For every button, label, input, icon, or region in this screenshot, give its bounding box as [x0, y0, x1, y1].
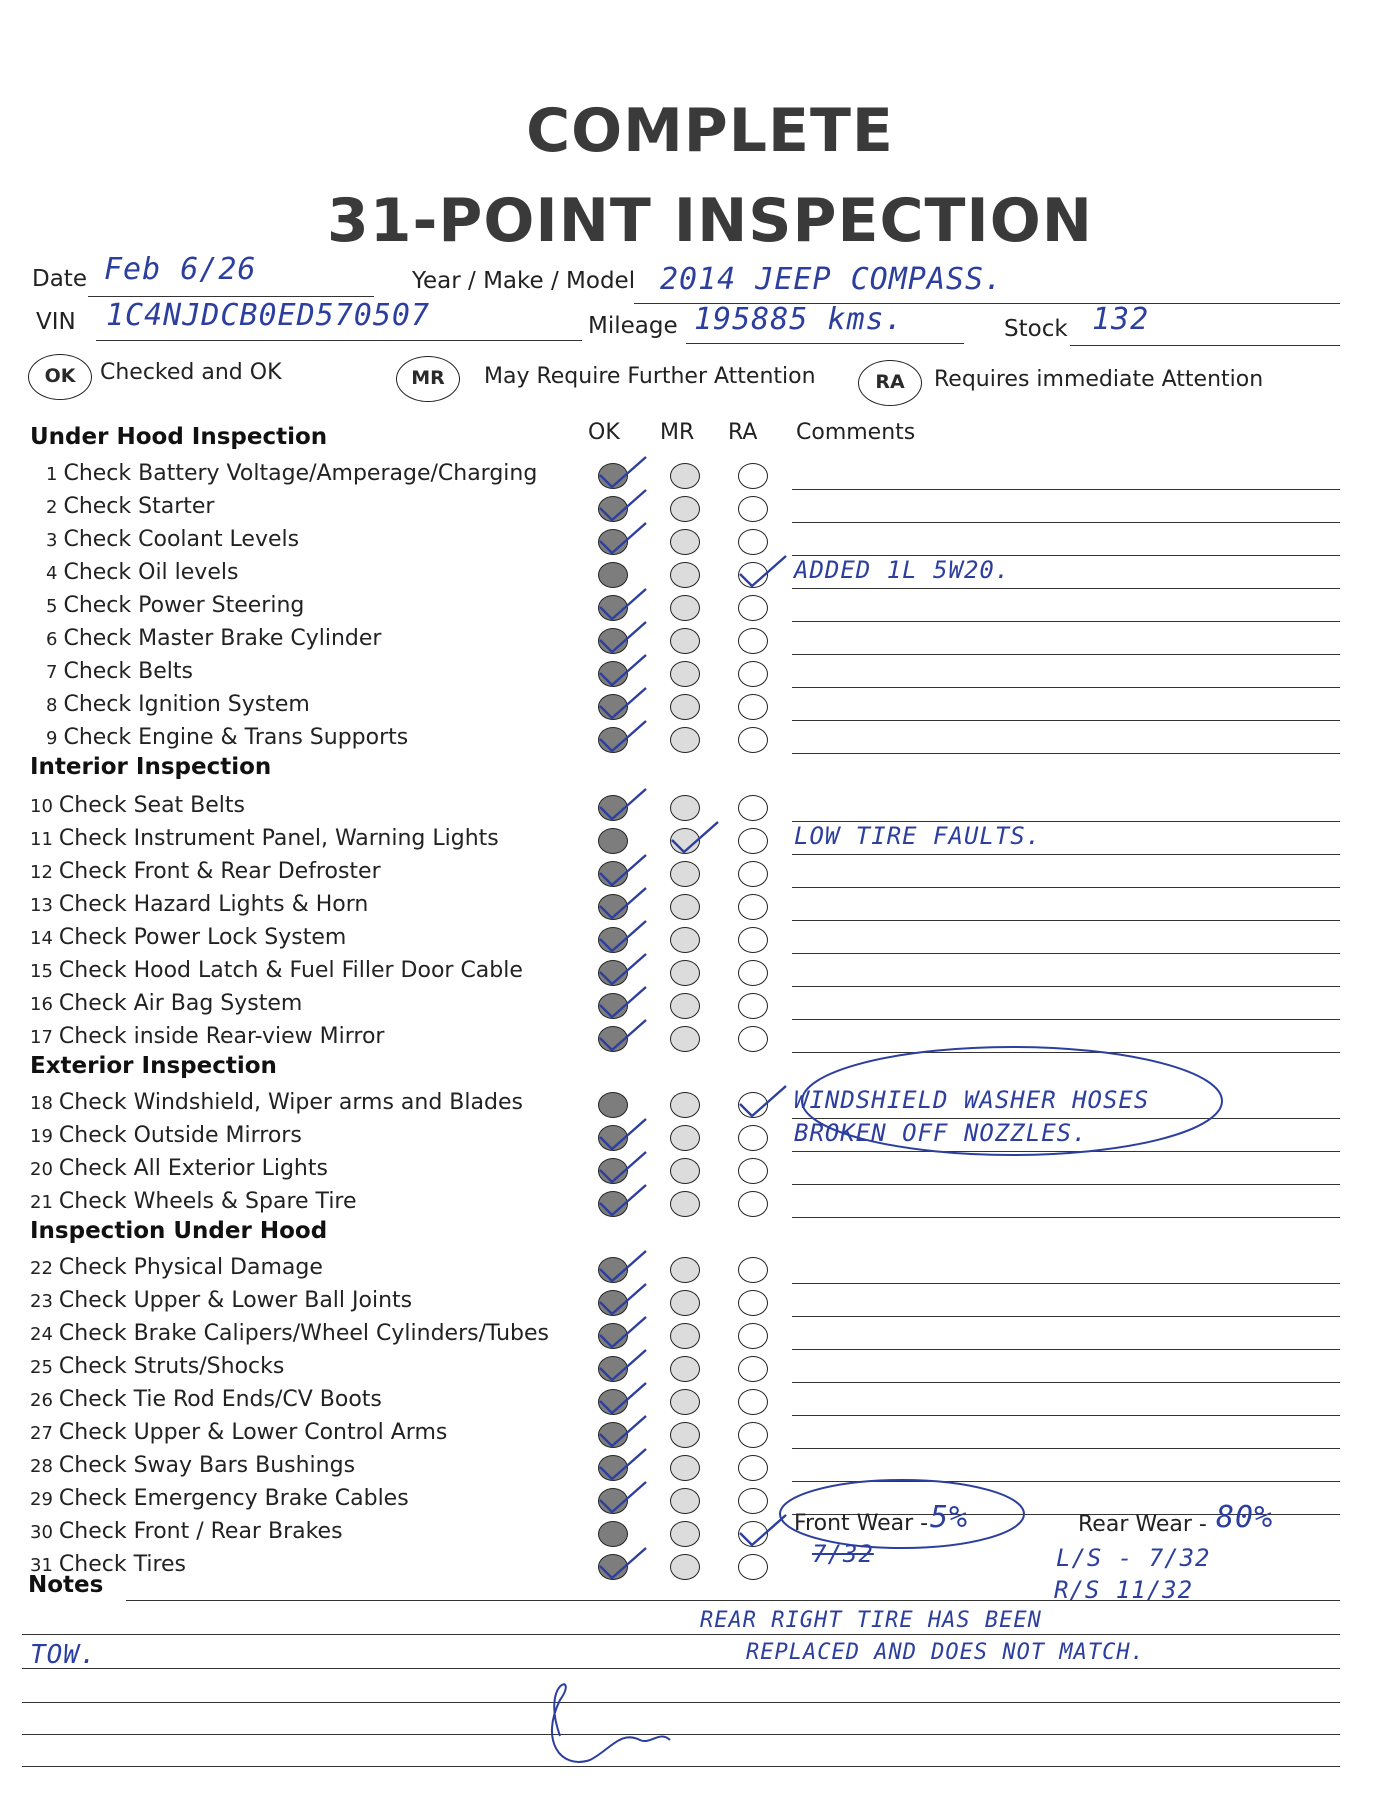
mileage-value[interactable]: 195885 kms.	[694, 302, 904, 337]
item-number: 31	[30, 1555, 53, 1576]
item-number: 14	[30, 928, 53, 949]
status-ok-circle[interactable]	[598, 463, 628, 489]
checklist-item	[30, 892, 368, 917]
status-ra-circle[interactable]	[738, 496, 768, 522]
item-label: Check Hood Latch & Fuel Filler Door Cable	[58, 958, 523, 983]
status-ra-circle[interactable]	[738, 828, 768, 854]
notes-label: Notes	[28, 1572, 104, 1598]
notes-tow[interactable]: TOW.	[30, 1640, 97, 1670]
section-title: Interior Inspection	[30, 754, 272, 780]
item-number: 4	[46, 563, 58, 584]
status-ra-circle[interactable]	[738, 1092, 768, 1118]
status-ok-circle[interactable]	[598, 1521, 628, 1547]
status-ra-circle[interactable]	[738, 1125, 768, 1151]
rear-wear-label: Rear Wear -	[1078, 1512, 1207, 1537]
item-label: Check Upper & Lower Ball Joints	[58, 1288, 413, 1313]
status-mr-circle[interactable]	[670, 861, 700, 887]
item-number: 24	[30, 1324, 53, 1345]
item-label: Check Seat Belts	[58, 793, 246, 818]
comment-line	[792, 1382, 1340, 1383]
item-label: Check Master Brake Cylinder	[63, 626, 382, 651]
status-ok-circle[interactable]	[598, 828, 628, 854]
front-wear-label: Front Wear -	[794, 1511, 929, 1536]
title-line-1: COMPLETE	[526, 96, 894, 166]
status-ok-circle[interactable]	[598, 694, 628, 720]
status-mr-circle[interactable]	[670, 1356, 700, 1382]
item-number: 27	[30, 1423, 53, 1444]
item-label: Check All Exterior Lights	[58, 1156, 328, 1181]
comment-line	[792, 522, 1340, 523]
checklist-item	[30, 1321, 549, 1346]
comment-line	[792, 489, 1340, 490]
status-ra-circle[interactable]	[738, 694, 768, 720]
item-comment[interactable]: WINDSHIELD WASHER HOSES	[794, 1086, 1150, 1114]
checklist-item	[30, 1420, 447, 1445]
checklist-item	[30, 826, 499, 851]
status-mr-circle[interactable]	[670, 1521, 700, 1547]
checklist-item	[30, 859, 381, 884]
status-ok-circle[interactable]	[598, 1356, 628, 1382]
notes-line-6	[22, 1766, 1340, 1767]
item-number: 8	[46, 695, 58, 716]
checklist-item	[46, 593, 304, 618]
status-ra-circle[interactable]	[738, 1257, 768, 1283]
comment-line	[792, 1184, 1340, 1185]
status-ok-circle[interactable]	[598, 1026, 628, 1052]
status-ok-circle[interactable]	[598, 1092, 628, 1118]
stock-underline	[1070, 345, 1340, 346]
status-mr-circle[interactable]	[670, 1158, 700, 1184]
front-wear-value[interactable]: 5%	[930, 1500, 969, 1535]
col-mr-header: MR	[660, 420, 695, 445]
checklist-item	[30, 991, 302, 1016]
item-number: 16	[30, 994, 53, 1015]
item-number: 7	[46, 662, 58, 683]
legend-ok-text: Checked and OK	[100, 360, 282, 385]
status-ok-circle[interactable]	[598, 993, 628, 1019]
checklist-item	[46, 461, 537, 486]
status-ra-circle[interactable]	[738, 628, 768, 654]
item-number: 21	[30, 1192, 53, 1213]
status-mr-circle[interactable]	[670, 1257, 700, 1283]
status-mr-circle[interactable]	[670, 694, 700, 720]
item-label: Check Front & Rear Defroster	[58, 859, 381, 884]
item-label: Check Starter	[63, 494, 215, 519]
status-mr-circle[interactable]	[670, 1092, 700, 1118]
status-ra-circle[interactable]	[738, 795, 768, 821]
status-mr-circle[interactable]	[670, 628, 700, 654]
checklist-item	[30, 1453, 355, 1478]
legend-ok-badge: OK	[28, 354, 92, 400]
item-number: 12	[30, 862, 53, 883]
status-ra-circle[interactable]	[738, 1191, 768, 1217]
status-ok-circle[interactable]	[598, 1125, 628, 1151]
status-ra-circle[interactable]	[738, 1455, 768, 1481]
status-mr-circle[interactable]	[670, 927, 700, 953]
status-ok-circle[interactable]	[598, 562, 628, 588]
item-number: 18	[30, 1093, 53, 1114]
col-comments-header: Comments	[796, 420, 916, 445]
item-number: 28	[30, 1456, 53, 1477]
item-number: 29	[30, 1489, 53, 1510]
status-mr-circle[interactable]	[670, 960, 700, 986]
comment-line	[792, 588, 1340, 589]
section-title: Exterior Inspection	[30, 1053, 277, 1079]
rear-right-depth: R/S 11/32	[1054, 1576, 1194, 1604]
status-ok-circle[interactable]	[598, 1422, 628, 1448]
comment-line	[792, 1448, 1340, 1449]
item-number: 10	[30, 796, 53, 817]
status-mr-circle[interactable]	[670, 1455, 700, 1481]
status-ok-circle[interactable]	[598, 727, 628, 753]
status-ok-circle[interactable]	[598, 1488, 628, 1514]
vin-value[interactable]: 1C4NJDCB0ED570507	[106, 298, 431, 333]
status-ra-circle[interactable]	[738, 1026, 768, 1052]
status-ra-circle[interactable]	[738, 1488, 768, 1514]
status-ok-circle[interactable]	[598, 661, 628, 687]
status-mr-circle[interactable]	[670, 1389, 700, 1415]
status-ra-circle[interactable]	[738, 1323, 768, 1349]
item-number: 1	[46, 464, 58, 485]
status-ok-circle[interactable]	[598, 927, 628, 953]
status-ok-circle[interactable]	[598, 628, 628, 654]
status-ra-circle[interactable]	[738, 529, 768, 555]
status-mr-circle[interactable]	[670, 661, 700, 687]
status-ok-circle[interactable]	[598, 1290, 628, 1316]
comment-line	[792, 920, 1340, 921]
item-label: Check Power Lock System	[58, 925, 347, 950]
stock-label: Stock	[1004, 316, 1068, 342]
item-number: 6	[46, 629, 58, 650]
status-mr-circle[interactable]	[670, 595, 700, 621]
comment-line	[792, 654, 1340, 655]
status-mr-circle[interactable]	[670, 463, 700, 489]
notes-text-1[interactable]: REAR RIGHT TIRE HAS BEEN	[700, 1608, 1042, 1633]
item-label: Check Struts/Shocks	[58, 1354, 285, 1379]
comment-line	[792, 1349, 1340, 1350]
status-ok-circle[interactable]	[598, 595, 628, 621]
checklist-item	[46, 725, 408, 750]
date-underline	[88, 296, 374, 297]
item-label: Check Front / Rear Brakes	[58, 1519, 343, 1544]
section-title: Inspection Under Hood	[30, 1218, 328, 1244]
notes-text-2[interactable]: REPLACED AND DOES NOT MATCH.	[746, 1640, 1145, 1665]
checklist-item	[46, 560, 238, 585]
checklist-item	[30, 1354, 284, 1379]
item-label: Check Ignition System	[63, 692, 310, 717]
item-label: Check Battery Voltage/Amperage/Charging	[63, 461, 538, 486]
item-label: Check Tires	[58, 1552, 187, 1577]
item-label: Check Sway Bars Bushings	[58, 1453, 356, 1478]
item-label: Check Wheels & Spare Tire	[58, 1189, 357, 1214]
status-ok-circle[interactable]	[598, 529, 628, 555]
status-ra-circle[interactable]	[738, 1521, 768, 1547]
status-mr-circle[interactable]	[670, 1125, 700, 1151]
item-number: 13	[30, 895, 53, 916]
notes-line-2	[22, 1634, 1340, 1635]
legend-mr-text: May Require Further Attention	[484, 364, 816, 389]
comment-line	[792, 1217, 1340, 1218]
col-ra-header: RA	[728, 420, 758, 445]
comment-line	[792, 1283, 1340, 1284]
status-ra-circle[interactable]	[738, 595, 768, 621]
item-label: Check Emergency Brake Cables	[58, 1486, 409, 1511]
status-ra-circle[interactable]	[738, 661, 768, 687]
comment-line	[792, 854, 1340, 855]
status-mr-circle[interactable]	[670, 828, 700, 854]
legend-mr-badge: MR	[396, 356, 460, 402]
status-ra-circle[interactable]	[738, 861, 768, 887]
status-mr-circle[interactable]	[670, 1026, 700, 1052]
checklist-item	[30, 793, 245, 818]
status-ok-circle[interactable]	[598, 1323, 628, 1349]
checklist-item	[30, 1090, 523, 1115]
status-ra-circle[interactable]	[738, 1422, 768, 1448]
comment-line	[792, 753, 1340, 754]
item-comment[interactable]: ADDED 1L 5W20.	[794, 556, 1011, 584]
status-mr-circle[interactable]	[670, 727, 700, 753]
col-ok-header: OK	[588, 420, 620, 445]
status-ok-circle[interactable]	[598, 795, 628, 821]
checklist-item	[46, 692, 310, 717]
checklist-item	[46, 494, 214, 519]
status-ra-circle[interactable]	[738, 727, 768, 753]
comment-line	[792, 1316, 1340, 1317]
item-label: Check inside Rear-view Mirror	[58, 1024, 385, 1049]
status-ra-circle[interactable]	[738, 1554, 768, 1580]
status-ok-circle[interactable]	[598, 1158, 628, 1184]
item-number: 11	[30, 829, 53, 850]
item-number: 22	[30, 1258, 53, 1279]
notes-line-4	[22, 1702, 1340, 1703]
notes-line-3	[22, 1668, 1340, 1669]
checklist-item	[30, 1486, 409, 1511]
status-ok-circle[interactable]	[598, 960, 628, 986]
comment-line	[792, 1481, 1340, 1482]
status-mr-circle[interactable]	[670, 496, 700, 522]
status-ok-circle[interactable]	[598, 894, 628, 920]
item-number: 3	[46, 530, 58, 551]
status-mr-circle[interactable]	[670, 1422, 700, 1448]
notes-line-5	[22, 1734, 1340, 1735]
status-mr-circle[interactable]	[670, 894, 700, 920]
item-label: Check Tie Rod Ends/CV Boots	[58, 1387, 382, 1412]
checklist-item	[46, 659, 193, 684]
vin-label: VIN	[36, 309, 76, 335]
ymm-value[interactable]: 2014 JEEP COMPASS.	[660, 262, 1004, 297]
checklist-item	[30, 1189, 357, 1214]
status-ra-circle[interactable]	[738, 1158, 768, 1184]
status-ok-circle[interactable]	[598, 496, 628, 522]
checklist-item	[30, 1387, 382, 1412]
status-mr-circle[interactable]	[670, 993, 700, 1019]
checklist-item	[30, 1024, 384, 1049]
item-label: Check Belts	[63, 659, 193, 684]
status-mr-circle[interactable]	[670, 1323, 700, 1349]
item-number: 5	[46, 596, 58, 617]
section-title: Under Hood Inspection	[30, 424, 328, 450]
checklist-item	[30, 1255, 323, 1280]
status-mr-circle[interactable]	[670, 529, 700, 555]
status-mr-circle[interactable]	[670, 1191, 700, 1217]
status-mr-circle[interactable]	[670, 795, 700, 821]
status-ra-circle[interactable]	[738, 1290, 768, 1316]
status-ok-circle[interactable]	[598, 1455, 628, 1481]
status-ok-circle[interactable]	[598, 1257, 628, 1283]
mileage-label: Mileage	[588, 313, 678, 339]
comment-line	[792, 1415, 1340, 1416]
item-number: 26	[30, 1390, 53, 1411]
checklist-item	[30, 1123, 302, 1148]
signature-icon	[552, 1684, 670, 1762]
legend-ra-text: Requires immediate Attention	[934, 367, 1264, 392]
vin-underline	[96, 340, 582, 341]
notes-line-1	[126, 1600, 1340, 1601]
status-ok-circle[interactable]	[598, 861, 628, 887]
item-label: Check Physical Damage	[58, 1255, 323, 1280]
item-label: Check Hazard Lights & Horn	[58, 892, 369, 917]
comment-line	[792, 887, 1340, 888]
item-comment[interactable]: LOW TIRE FAULTS.	[794, 822, 1042, 850]
item-label: Check Oil levels	[63, 560, 239, 585]
status-ra-circle[interactable]	[738, 894, 768, 920]
comment-line	[792, 986, 1340, 987]
item-number: 19	[30, 1126, 53, 1147]
item-label: Check Air Bag System	[58, 991, 303, 1016]
item-number: 17	[30, 1027, 53, 1048]
rear-wear-value[interactable]: 80%	[1216, 1500, 1274, 1535]
status-mr-circle[interactable]	[670, 1488, 700, 1514]
date-value[interactable]: Feb 6/26	[104, 252, 257, 287]
comment-line	[792, 1019, 1340, 1020]
checklist-item	[30, 958, 523, 983]
comment-line	[792, 687, 1340, 688]
item-label: Check Brake Calipers/Wheel Cylinders/Tubes	[58, 1321, 550, 1346]
status-ra-circle[interactable]	[738, 562, 768, 588]
status-ok-circle[interactable]	[598, 1389, 628, 1415]
comment-line	[792, 1052, 1340, 1053]
item-label: Check Coolant Levels	[63, 527, 300, 552]
comment-line	[792, 953, 1340, 954]
comment-line	[792, 720, 1340, 721]
checklist-item	[46, 527, 299, 552]
legend-ra-badge: RA	[858, 360, 922, 406]
item-label: Check Upper & Lower Control Arms	[58, 1420, 448, 1445]
front-tread-depth: 7/32	[812, 1540, 874, 1568]
item-number: 25	[30, 1357, 53, 1378]
status-mr-circle[interactable]	[670, 1290, 700, 1316]
comment-line	[792, 1151, 1340, 1152]
status-ra-circle[interactable]	[738, 1356, 768, 1382]
checklist-item	[30, 925, 346, 950]
status-mr-circle[interactable]	[670, 562, 700, 588]
item-label: Check Instrument Panel, Warning Lights	[58, 826, 499, 851]
item-number: 9	[46, 728, 58, 749]
status-ra-circle[interactable]	[738, 927, 768, 953]
status-ra-circle[interactable]	[738, 1389, 768, 1415]
checklist-item	[30, 1519, 343, 1544]
status-ok-circle[interactable]	[598, 1191, 628, 1217]
title-line-2: 31-POINT INSPECTION	[327, 186, 1093, 256]
checklist-item	[30, 1156, 328, 1181]
item-label: Check Engine & Trans Supports	[63, 725, 409, 750]
item-number: 15	[30, 961, 53, 982]
rear-left-depth: L/S - 7/32	[1056, 1544, 1211, 1572]
status-ra-circle[interactable]	[738, 960, 768, 986]
item-number: 23	[30, 1291, 53, 1312]
date-label: Date	[32, 266, 87, 292]
status-ok-circle[interactable]	[598, 1554, 628, 1580]
checklist-item	[46, 626, 381, 651]
item-number: 20	[30, 1159, 53, 1180]
status-ra-circle[interactable]	[738, 463, 768, 489]
comment-line	[792, 621, 1340, 622]
item-label: Check Power Steering	[63, 593, 305, 618]
status-mr-circle[interactable]	[670, 1554, 700, 1580]
ymm-label: Year / Make / Model	[412, 268, 636, 294]
item-label: Check Outside Mirrors	[58, 1123, 302, 1148]
checklist-item	[30, 1288, 412, 1313]
status-ra-circle[interactable]	[738, 993, 768, 1019]
item-comment[interactable]: BROKEN OFF NOZZLES.	[794, 1119, 1088, 1147]
item-number: 2	[46, 497, 58, 518]
stock-value[interactable]: 132	[1092, 302, 1150, 337]
item-label: Check Windshield, Wiper arms and Blades	[58, 1090, 523, 1115]
mileage-underline	[686, 343, 964, 344]
item-number: 30	[30, 1522, 53, 1543]
